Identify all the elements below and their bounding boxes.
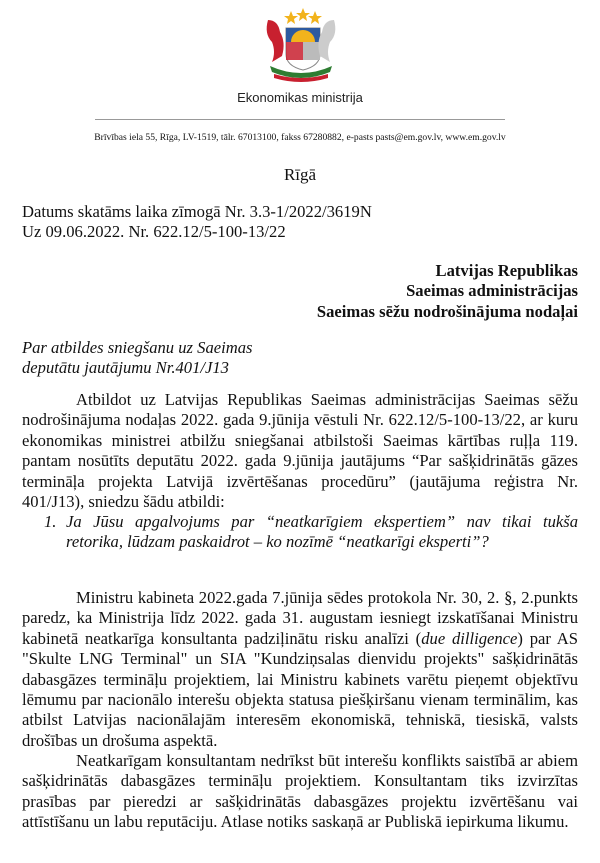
document-references bbox=[22, 202, 372, 243]
coat-of-arms-logo bbox=[260, 8, 342, 88]
ministry-address: Brīvības iela 55, Rīga, LV-1519, tālr. 67013100, fakss 67280882, e-pasts pasts@em.gov.lv, www.em.gov.lv bbox=[94, 132, 506, 143]
addressee-line: Saeimas administrācijas bbox=[406, 281, 578, 301]
subject-line: Par atbildes sniegšanu uz Saeimas bbox=[22, 338, 253, 357]
question-number: 1. bbox=[44, 512, 57, 531]
answer-italic-term: due dilligence bbox=[421, 628, 518, 648]
city: Rīgā bbox=[283, 165, 317, 184]
addressee-line: Saeimas sēžu nodrošinājuma nodaļai bbox=[316, 301, 578, 321]
subject-line: deputātu jautājumu Nr.401/J13 bbox=[22, 358, 229, 378]
reference-reply-to: Uz 09.06.2022. Nr. 622.12/5-100-13/22 bbox=[22, 222, 286, 242]
addressee-block bbox=[317, 261, 578, 322]
paragraph-intro: Atbildot uz Latvijas Republikas Saeimas administrācijas Saeimas sēžu nodrošinājuma nodaļas 2022. gada 9.jūnija vēstuli Nr. 622.12/5-100-13/22, ar kuru ekonomikas ministrei atbilžu sniegšanai atbilstoši Saeimas kārtības ruļļa 119. pantam nosūtīts deputātu 2022. gada 9.jūnija jautājums “Par sašķidrinātās gāzes termināļa projekta Latvijā izvērtēšanas procedūru” (jautājuma reģistra Nr. 401/J13), sniedzu šādu atbildi: bbox=[22, 390, 578, 512]
header-divider bbox=[95, 119, 505, 120]
subject bbox=[22, 338, 252, 379]
addressee-line: Latvijas Republikas bbox=[435, 261, 578, 280]
question-text: Ja Jūsu apgalvojums par “neatkarīgiem ekspertiem” nav tikai tukša retorika, lūdzam paskaidrot – ko nozīmē “neatkarīgi eksperti”? bbox=[66, 512, 578, 552]
question-item bbox=[44, 512, 578, 553]
paragraph-answer bbox=[22, 588, 578, 751]
ministry-name: Ekonomikas ministrija bbox=[237, 90, 363, 105]
paragraph-consultant: Neatkarīgam konsultantam nedrīkst būt interešu konflikts saistībā ar abiem sašķidrinātās dabasgāzes termināļu projektiem. Konsultantam tiks izvirzītas prasības par pieredzi ar sašķidrinātās dabasgāzes projektu izvērtēšanu vai attīstīšanu un labu reputāciju. Atlase notiks saskaņā ar Publiskā iepirkuma likumu. bbox=[22, 751, 578, 832]
reference-date: Datums skatāms laika zīmogā Nr. 3.3-1/2022/3619N bbox=[22, 202, 372, 221]
answer-text-cont: ) par AS "Skulte LNG Terminal" un SIA "Kundziņsalas dienvidu projekts" sašķidrinātās dabasgāzes termināļu projektiem, lai Ministru kabinets varētu pieņemt objektīvu lēmumu par nacionālo interešu objekta statusa piešķiršanu vienam terminālim, kas atbilst Latvijas nacionālajām interesēm ekonomiskā, tehniskā, tiesiskā, valsts drošības un drošuma aspektā. bbox=[22, 628, 578, 750]
answer-text: Ministru kabineta 2022.gada 7.jūnija sēdes protokola Nr. 30, 2. §, 2.punkts paredz, ka Ministrija līdz 2022. gada 31. augustam iesniegt izskatīšanai Ministru kabinetā neatkarīga konsultanta padziļinātu risku analīzi ( bbox=[22, 588, 578, 648]
